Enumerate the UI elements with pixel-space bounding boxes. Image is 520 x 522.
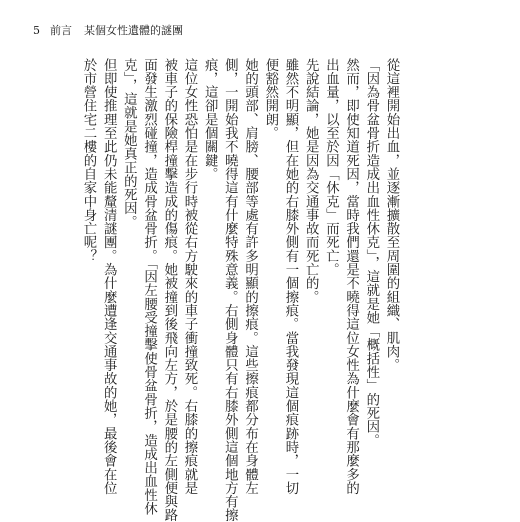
body-text <box>80 58 401 522</box>
text-line: 但即使推理至此仍未能釐清謎團。為什麼遭逢交通事故的她，最後會在位 <box>101 58 117 495</box>
text-line: 被車子的保險桿撞擊造成的傷痕。她被撞到後飛向左方，於是腰的左側便與路 <box>161 58 177 522</box>
text-line: 然而，即使知道死因，當時我們還是不曉得這位女性為什麼會有那麼多的 <box>343 58 359 495</box>
text-line: 痕，這卻是個關鍵。 <box>202 58 218 181</box>
text-line: 這位女性恐怕是在步行時被從右方駛來的車子衝撞致死。右膝的擦痕就是 <box>181 58 197 495</box>
text-line: 她的頭部、肩膀、腰部等處有許多明顯的擦痕。這些擦痕都分布在身體左 <box>242 58 258 495</box>
page-header <box>33 24 183 38</box>
chapter-title: 某個女性遺體的謎團 <box>84 24 183 37</box>
text-line: 於市營住宅二樓的自家中身亡呢？ <box>80 58 96 263</box>
text-line: 雖然不明顯，但在她的右膝外側有一個擦痕。當我發現這個痕跡時，一切 <box>282 58 298 495</box>
page-number: 5 <box>33 24 40 37</box>
text-line: 克」，這就是她真正的死因。 <box>121 58 137 229</box>
text-line: 「因為骨盆骨折造成出血性休克」，這就是她「概括性」的死因。 <box>363 58 379 448</box>
text-line: 先說結論，她是因為交通事故而死亡的。 <box>303 58 319 304</box>
text-line: 出血量，以至於因「休克」而死亡。 <box>323 58 339 277</box>
text-line: 側，一開始我不曉得這有什麼特殊意義。右側身體只有右膝外側這個地方有擦 <box>222 58 238 522</box>
text-line: 從這裡開始出血，並逐漸擴散至周圍的組織、肌肉。 <box>384 58 399 372</box>
text-line: 便豁然開朗。 <box>262 58 278 140</box>
text-line: 面發生激烈碰撞，造成骨盆骨折。「因左腰受撞擊使骨盆骨折，造成出血性休 <box>141 58 157 516</box>
section-label: 前言 <box>50 24 72 37</box>
